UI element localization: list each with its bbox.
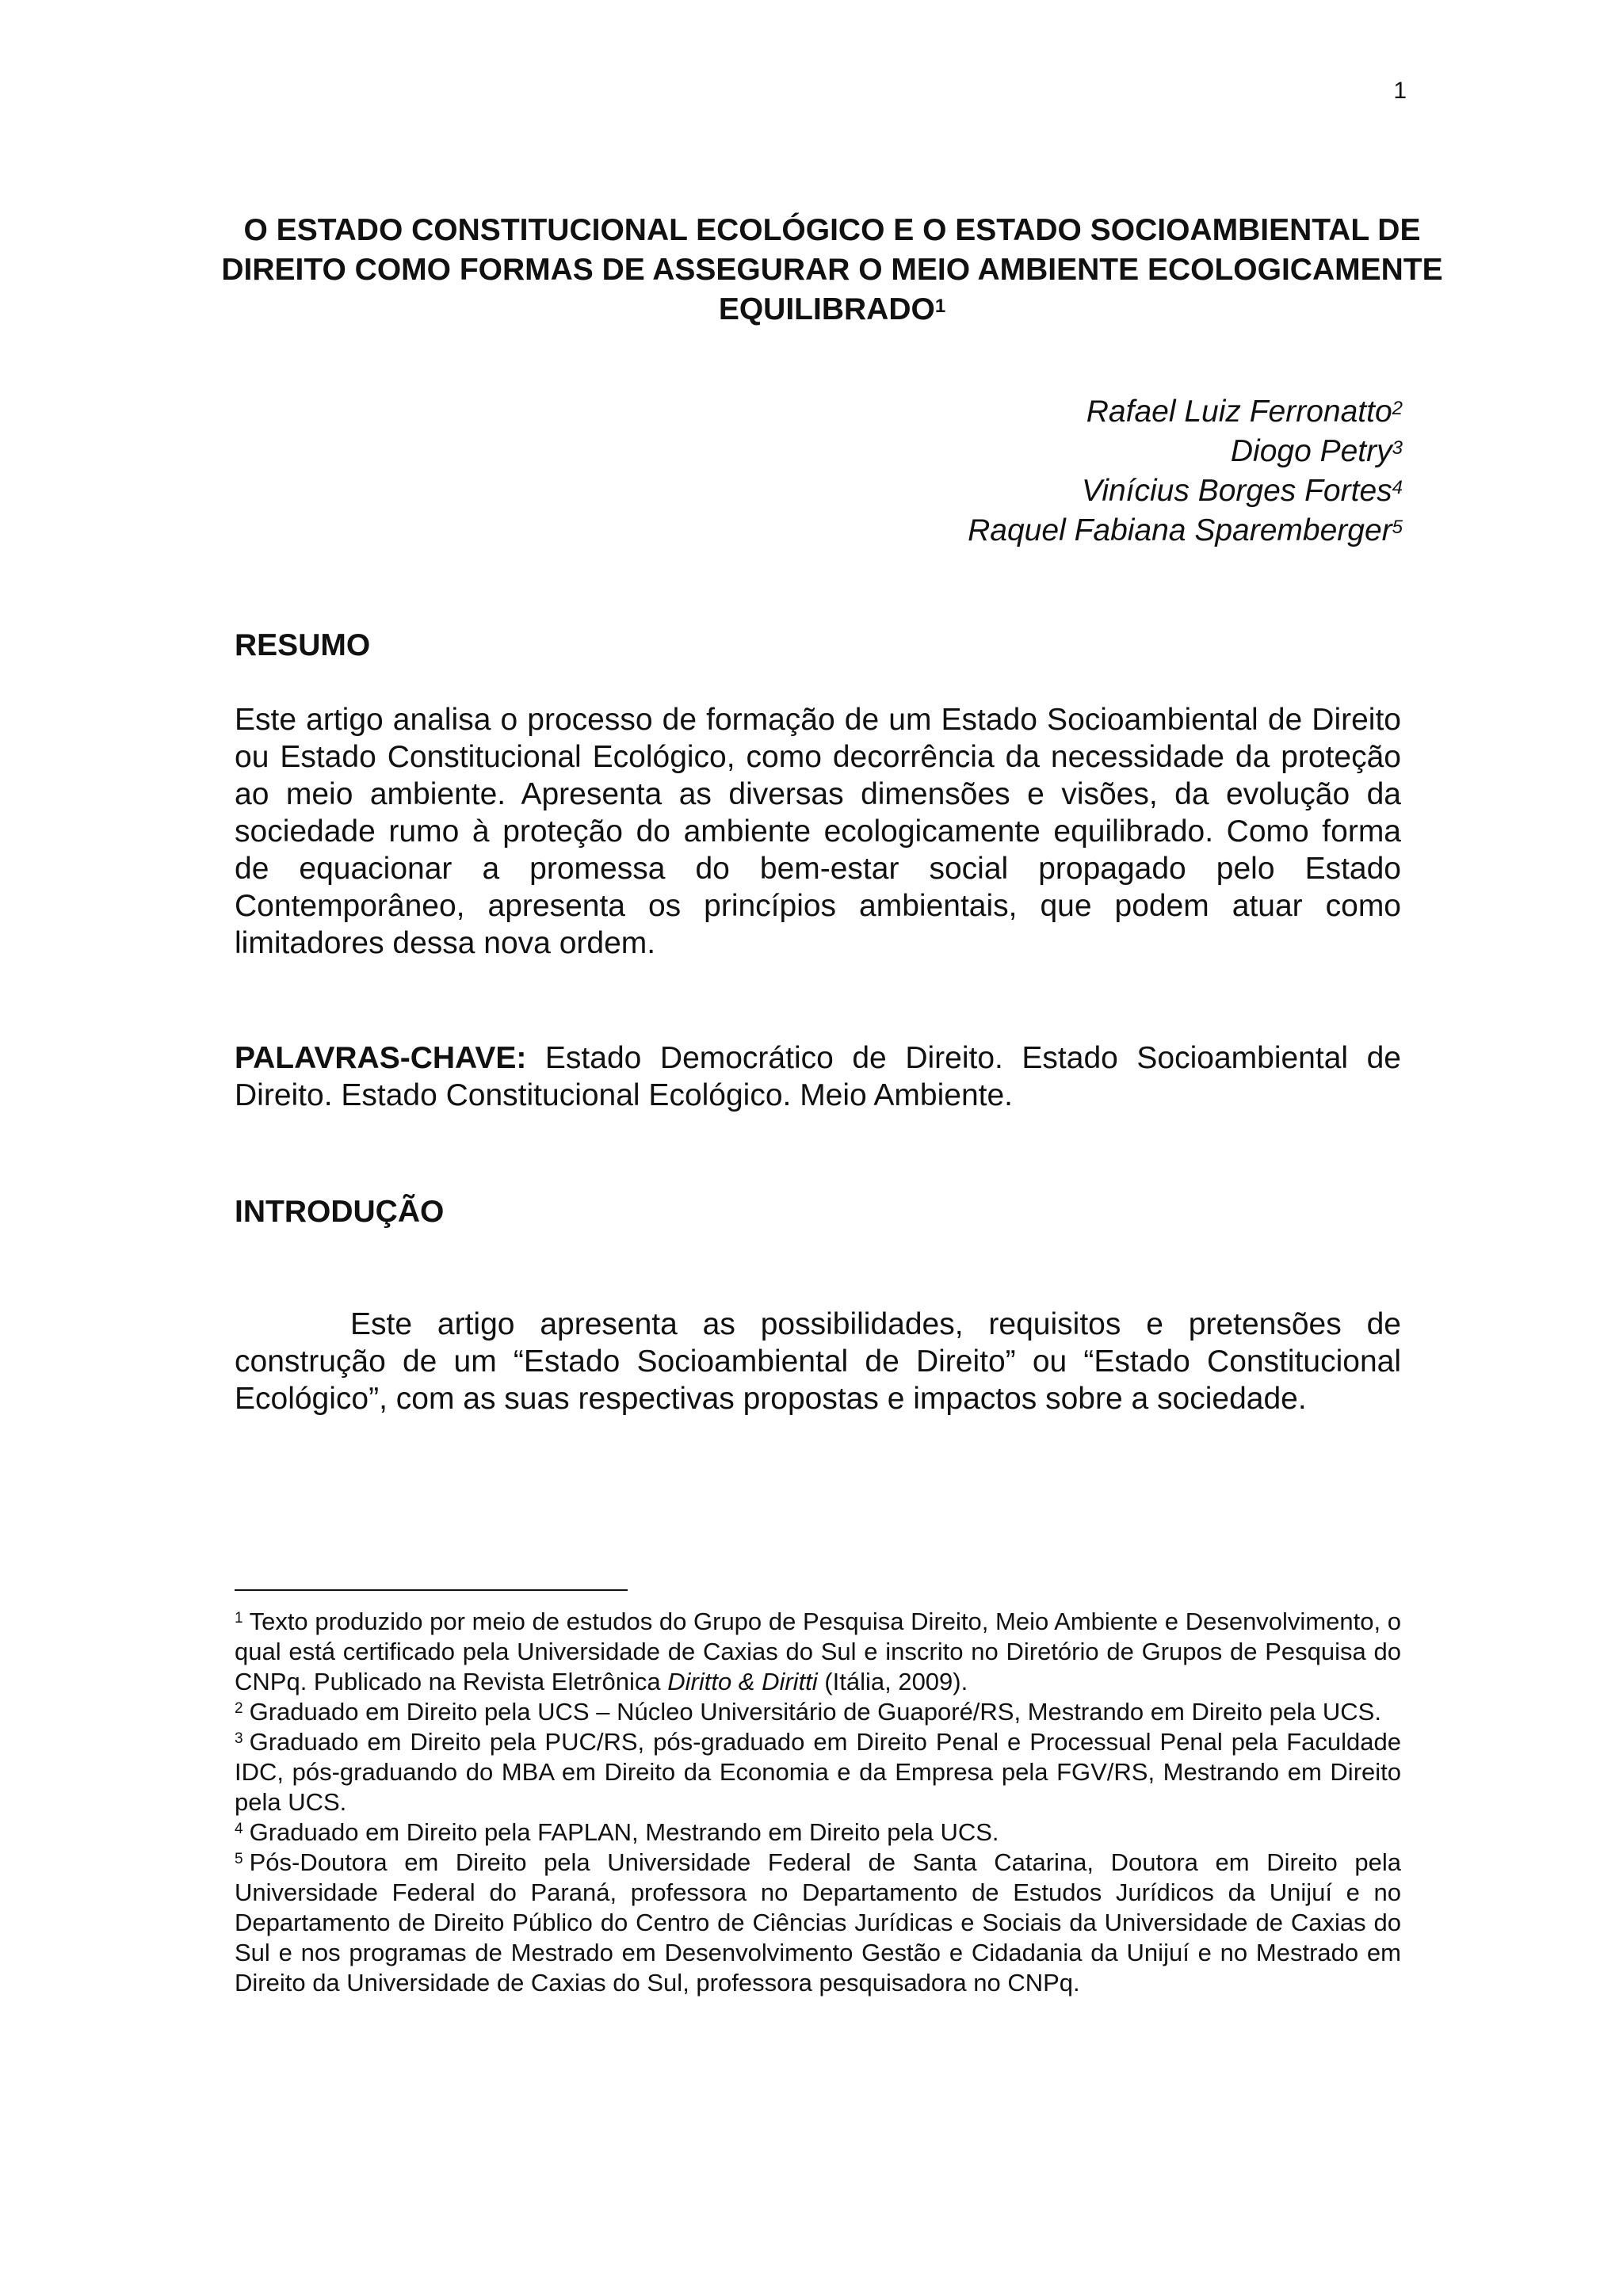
author-footnote-ref[interactable]: 2	[1392, 398, 1403, 419]
footnote-3: $^3$ Graduado em Direito pela PUC/RS, pós-graduado em Direito Penal e Processual Penal pela Faculdade IDC, pós-graduando do MBA em Direito da Economia e da Empresa pela FGV/RS, Mestrando em Direito pela UCS.	[235, 1728, 1401, 1816]
keywords-paragraph	[235, 1039, 1401, 1114]
footnote-5: $^5$ Pós-Doutora em Direito pela Universidade Federal de Santa Catarina, Doutora em Direito pela Universidade Federal do Paraná, professora no Departamento de Estudos Jurídicos da Unijuí e no Departamento de Direito Público do Centro de Ciências Jurídicas e Sociais da Universidade de Caxias do Sul e nos programas de Mestrado em Desenvolvimento Gestão e Cidadania da Unijuí e no Mestrado em Direito da Universidade de Caxias do Sul, professora pesquisadora no CNPq.	[235, 1848, 1401, 1997]
keywords-label: PALAVRAS-CHAVE:	[235, 1041, 527, 1075]
footnote-2: $^2$ Graduado em Direito pela UCS – Núcleo Universitário de Guaporé/RS, Mestrando em Direito pela UCS.	[235, 1698, 1381, 1726]
footnotes	[235, 1607, 1401, 1998]
author-name: Rafael Luiz Ferronatto$^2$	[1086, 395, 1403, 429]
abstract-heading: RESUMO	[235, 628, 371, 662]
introduction-text: Este artigo apresenta as possibilidades, requisitos e pretensões de construção de um “Estado Socioambiental de Direito” ou “Estado Constitucional Ecológico”, com as suas respectivas propostas e impactos sobre a sociedade.	[235, 1307, 1401, 1416]
author-name: Raquel Fabiana Sparemberger$^5$	[968, 513, 1403, 547]
article-title-text: O ESTADO CONSTITUCIONAL ECOLÓGICO E O ESTADO SOCIOAMBIENTAL DE DIREITO COMO FORMAS DE ASSEGURAR O MEIO AMBIENTE ECOLOGICAMENTE EQUILIBRADO	[221, 213, 1443, 326]
title-footnote-ref[interactable]: 1	[934, 296, 946, 317]
author-name: Diogo Petry$^3$	[1230, 434, 1403, 468]
author-footnote-ref[interactable]: 4	[1392, 477, 1403, 498]
footnote-4: $^4$ Graduado em Direito pela FAPLAN, Mestrando em Direito pela UCS.	[235, 1818, 999, 1846]
author-footnote-ref[interactable]: 5	[1392, 517, 1403, 538]
author-footnote-ref[interactable]: 3	[1392, 437, 1403, 459]
abstract-text: Este artigo analisa o processo de formação de um Estado Socioambiental de Direito ou Estado Constitucional Ecológico, como decorrência da necessidade da proteção ao meio ambiente. Apresenta as diversas dimensões e visões, da evolução da sociedade rumo à proteção do ambiente ecologicamente equilibrado. Como forma de equacionar a promessa do bem-estar social propagado pelo Estado Contemporâneo, apresenta os princípios ambientais, que podem atuar como limitadores dessa nova ordem.	[235, 703, 1401, 960]
keywords-text: Estado Democrático de Direito. Estado Socioambiental de Direito. Estado Constitucional Ecológico. Meio Ambiente.	[235, 1041, 1401, 1112]
page-number: 1	[1393, 78, 1407, 104]
author-name: Vinícius Borges Fortes$^4$	[1082, 474, 1403, 508]
footnote-1: $^1$ Texto produzido por meio de estudos do Grupo de Pesquisa Direito, Meio Ambiente e Desenvolvimento, o qual está certificado pela Universidade de Caxias do Sul e inscrito no Diretório de Grupos de Pesquisa do CNPq. Publicado na Revista Eletrônica Diritto & Diritti (Itália, 2009).	[235, 1608, 1401, 1695]
article-title	[190, 211, 1474, 330]
introduction-heading: INTRODUÇÃO	[235, 1195, 445, 1229]
author-list	[968, 392, 1403, 551]
footnote-separator	[235, 1589, 628, 1591]
journal-name: Diritto & Diritti	[667, 1668, 818, 1695]
